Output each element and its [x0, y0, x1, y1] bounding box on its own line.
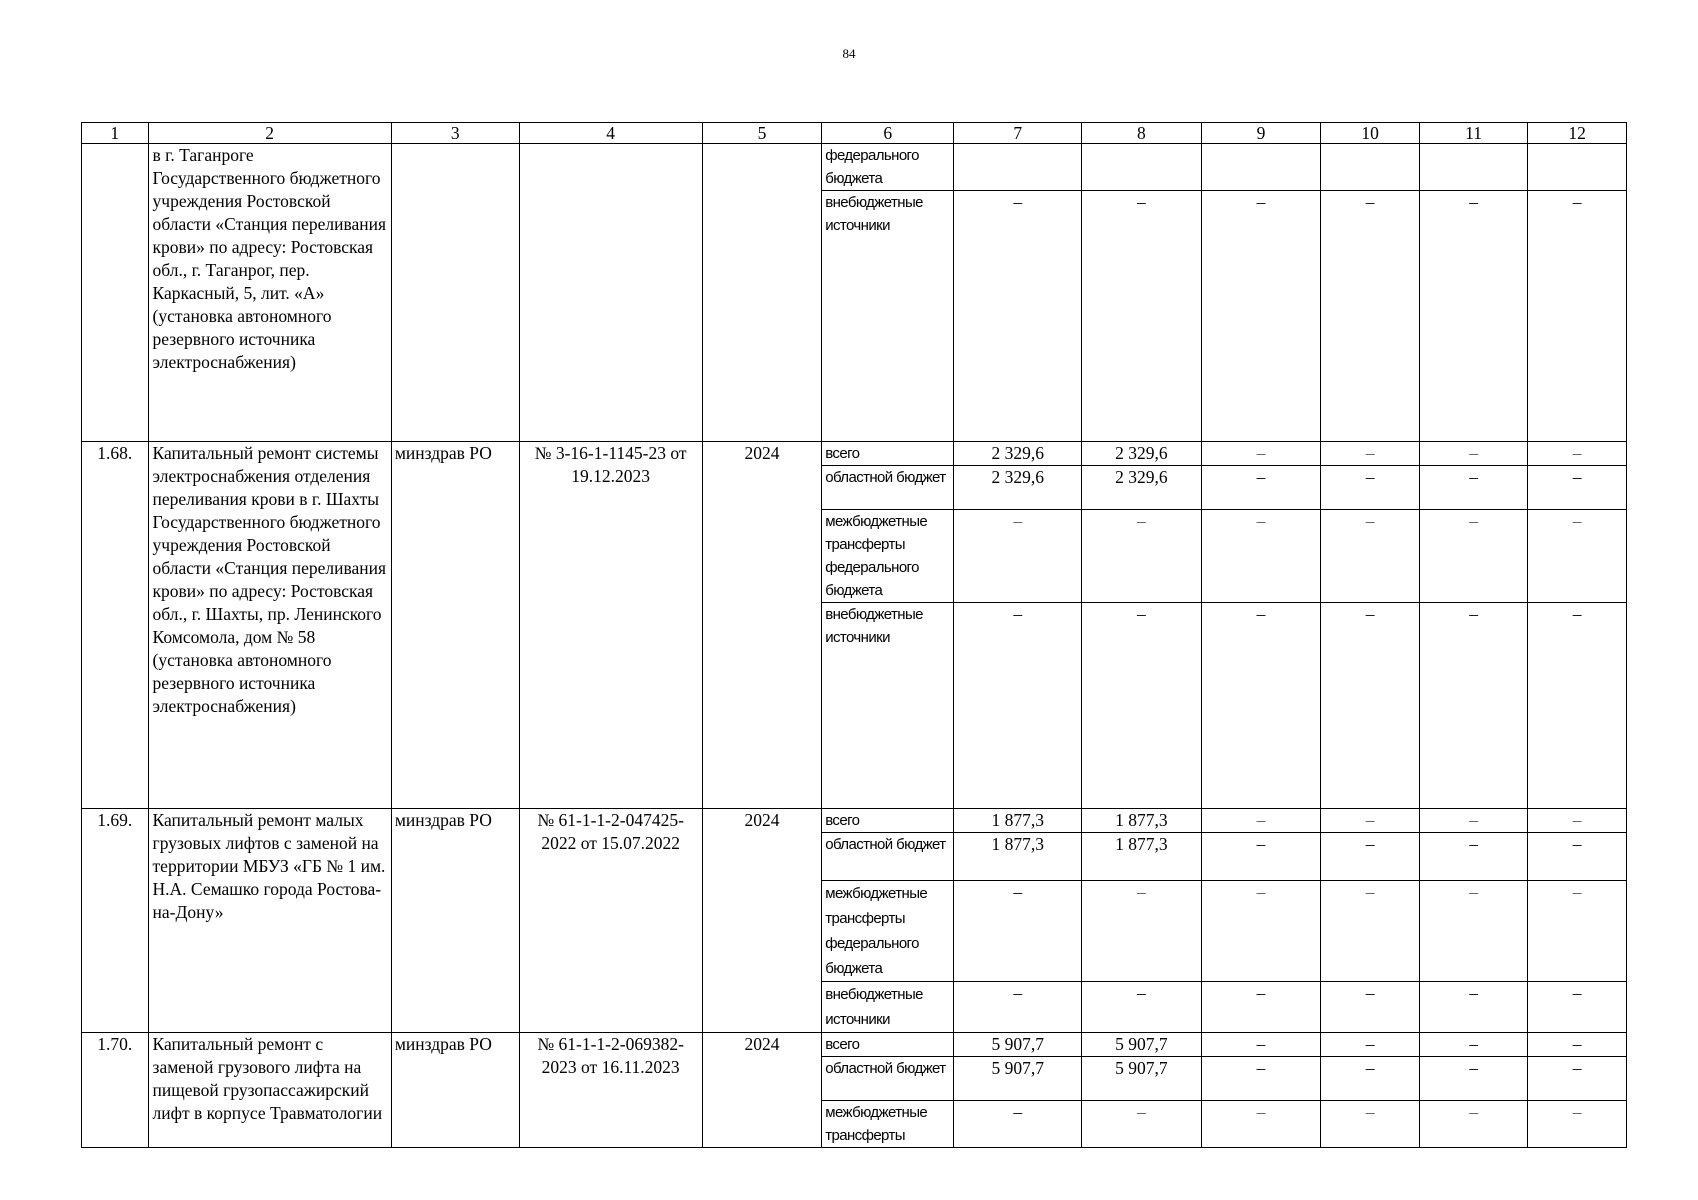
value-cell: – [1528, 510, 1627, 603]
value-cell: – [1528, 881, 1627, 982]
value-cell: – [1201, 881, 1321, 982]
value-cell: – [1420, 809, 1528, 833]
value-cell: – [1420, 442, 1528, 466]
value-cell: 2 329,6 [954, 442, 1082, 466]
value-cell: – [1201, 603, 1321, 809]
value-cell: – [954, 603, 1082, 809]
table-row [82, 144, 1627, 191]
value-cell [1420, 144, 1528, 191]
value-cell: – [1528, 809, 1627, 833]
entry-customer [391, 144, 519, 442]
value-cell: – [1082, 191, 1202, 442]
value-cell: 2 329,6 [954, 466, 1082, 510]
value-cell [1321, 144, 1420, 191]
funding-source: федерального бюджета [822, 144, 954, 191]
value-cell: – [1528, 1033, 1627, 1057]
value-cell: – [1321, 833, 1420, 881]
value-cell: – [1420, 1057, 1528, 1101]
value-cell: 5 907,7 [954, 1057, 1082, 1101]
value-cell: – [1528, 466, 1627, 510]
value-cell: – [1321, 603, 1420, 809]
funding-source: межбюджетные трансферты федерального бюджета [822, 881, 954, 982]
entry-description: в г. Таганроге Государственного бюджетного учреждения Ростовской области «Станция переливания крови» по адресу: Ростовская обл., г. Таганрог, пер. Каркасный, 5, лит. «А» (установка автономного резервного источника электроснабжения) [148, 144, 391, 442]
value-cell: – [1528, 982, 1627, 1033]
entry-description: Капитальный ремонт малых грузовых лифтов с заменой на территории МБУЗ «ГБ № 1 им. Н.А. Семашко города Ростова-на-Дону» [148, 809, 391, 1033]
entry-year [702, 144, 822, 442]
value-cell: – [1201, 191, 1321, 442]
value-cell: – [1321, 809, 1420, 833]
value-cell: – [1528, 442, 1627, 466]
value-cell: – [954, 510, 1082, 603]
table-row [82, 1033, 1627, 1057]
value-cell: – [1321, 466, 1420, 510]
value-cell: – [1420, 881, 1528, 982]
value-cell: – [1082, 510, 1202, 603]
funding-source: областной бюджет [822, 833, 954, 881]
value-cell: – [1201, 982, 1321, 1033]
value-cell: – [1420, 1033, 1528, 1057]
entry-customer: минздрав РО [391, 442, 519, 809]
header-cell: 7 [954, 123, 1082, 144]
entry-customer: минздрав РО [391, 809, 519, 1033]
funding-source: всего [822, 809, 954, 833]
entry-year: 2024 [702, 809, 822, 1033]
table-row [82, 442, 1627, 466]
header-cell: 1 [82, 123, 149, 144]
funding-source: всего [822, 442, 954, 466]
funding-source: внебюджетные источники [822, 982, 954, 1033]
value-cell: – [1321, 191, 1420, 442]
entry-description: Капитальный ремонт системы электроснабжения отделения переливания крови в г. Шахты Государственного бюджетного учреждения Ростовской области «Станция переливания крови» по адресу: Ростовская обл., г. Шахты, пр. Ленинского Комсомола, дом № 58 (установка автономного резервного источника электроснабжения) [148, 442, 391, 809]
funding-source: межбюджетные трансферты [822, 1101, 954, 1148]
entry-number [82, 144, 149, 442]
value-cell: – [954, 881, 1082, 982]
header-cell: 5 [702, 123, 822, 144]
table-row [82, 809, 1627, 833]
header-cell: 2 [148, 123, 391, 144]
value-cell: – [1201, 1101, 1321, 1148]
header-cell: 11 [1420, 123, 1528, 144]
value-cell: – [1082, 1101, 1202, 1148]
entry-year: 2024 [702, 442, 822, 809]
value-cell: – [1420, 603, 1528, 809]
header-cell: 4 [519, 123, 702, 144]
entry-document: № 61-1-1-2-047425-2022 от 15.07.2022 [519, 809, 702, 1033]
value-cell: – [1321, 442, 1420, 466]
value-cell: – [1528, 833, 1627, 881]
value-cell: – [1420, 466, 1528, 510]
value-cell: 5 907,7 [1082, 1057, 1202, 1101]
value-cell: – [1420, 833, 1528, 881]
value-cell: – [1420, 510, 1528, 603]
value-cell: – [1321, 1057, 1420, 1101]
value-cell: – [1420, 1101, 1528, 1148]
value-cell: 2 329,6 [1082, 466, 1202, 510]
value-cell: – [1528, 1101, 1627, 1148]
value-cell: – [954, 191, 1082, 442]
value-cell: – [954, 982, 1082, 1033]
page-number: 84 [842, 46, 856, 61]
entry-number: 1.69. [82, 809, 149, 1033]
value-cell: 1 877,3 [954, 809, 1082, 833]
value-cell: – [1420, 191, 1528, 442]
value-cell: – [1201, 510, 1321, 603]
value-cell: – [954, 1101, 1082, 1148]
header-cell: 3 [391, 123, 519, 144]
value-cell: 5 907,7 [1082, 1033, 1202, 1057]
value-cell: – [1528, 1057, 1627, 1101]
funding-source: внебюджетные источники [822, 191, 954, 442]
value-cell: – [1201, 833, 1321, 881]
value-cell [1201, 144, 1321, 191]
value-cell [954, 144, 1082, 191]
value-cell: – [1321, 1033, 1420, 1057]
funding-source: всего [822, 1033, 954, 1057]
value-cell: 1 877,3 [1082, 833, 1202, 881]
funding-source: областной бюджет [822, 466, 954, 510]
value-cell: – [1201, 442, 1321, 466]
funding-source: внебюджетные источники [822, 603, 954, 809]
header-cell: 12 [1528, 123, 1627, 144]
value-cell: – [1201, 809, 1321, 833]
value-cell: – [1082, 881, 1202, 982]
value-cell [1528, 144, 1627, 191]
value-cell: – [1201, 1033, 1321, 1057]
value-cell [1082, 144, 1202, 191]
header-cell: 10 [1321, 123, 1420, 144]
value-cell: – [1528, 191, 1627, 442]
value-cell: 1 877,3 [954, 833, 1082, 881]
funding-source: межбюджетные трансферты федерального бюджета [822, 510, 954, 603]
value-cell: – [1420, 982, 1528, 1033]
value-cell: 1 877,3 [1082, 809, 1202, 833]
value-cell: – [1082, 982, 1202, 1033]
header-row [82, 123, 1627, 144]
value-cell: 5 907,7 [954, 1033, 1082, 1057]
value-cell: – [1201, 466, 1321, 510]
header-cell: 9 [1201, 123, 1321, 144]
entry-number: 1.68. [82, 442, 149, 809]
value-cell: – [1082, 603, 1202, 809]
funding-source: областной бюджет [822, 1057, 954, 1101]
value-cell: – [1321, 982, 1420, 1033]
entry-description: Капитальный ремонт с заменой грузового лифта на пищевой грузопассажирский лифт в корпусе Травматологии [148, 1033, 391, 1148]
value-cell: – [1321, 510, 1420, 603]
budget-table [81, 122, 1627, 1148]
value-cell: – [1201, 1057, 1321, 1101]
entry-document: № 3-16-1-1145-23 от 19.12.2023 [519, 442, 702, 809]
value-cell: – [1528, 603, 1627, 809]
header-cell: 8 [1082, 123, 1202, 144]
value-cell: – [1321, 1101, 1420, 1148]
value-cell: 2 329,6 [1082, 442, 1202, 466]
entry-document [519, 144, 702, 442]
entry-number: 1.70. [82, 1033, 149, 1148]
entry-customer: минздрав РО [391, 1033, 519, 1148]
value-cell: – [1321, 881, 1420, 982]
entry-document: № 61-1-1-2-069382-2023 от 16.11.2023 [519, 1033, 702, 1148]
header-cell: 6 [822, 123, 954, 144]
entry-year: 2024 [702, 1033, 822, 1148]
